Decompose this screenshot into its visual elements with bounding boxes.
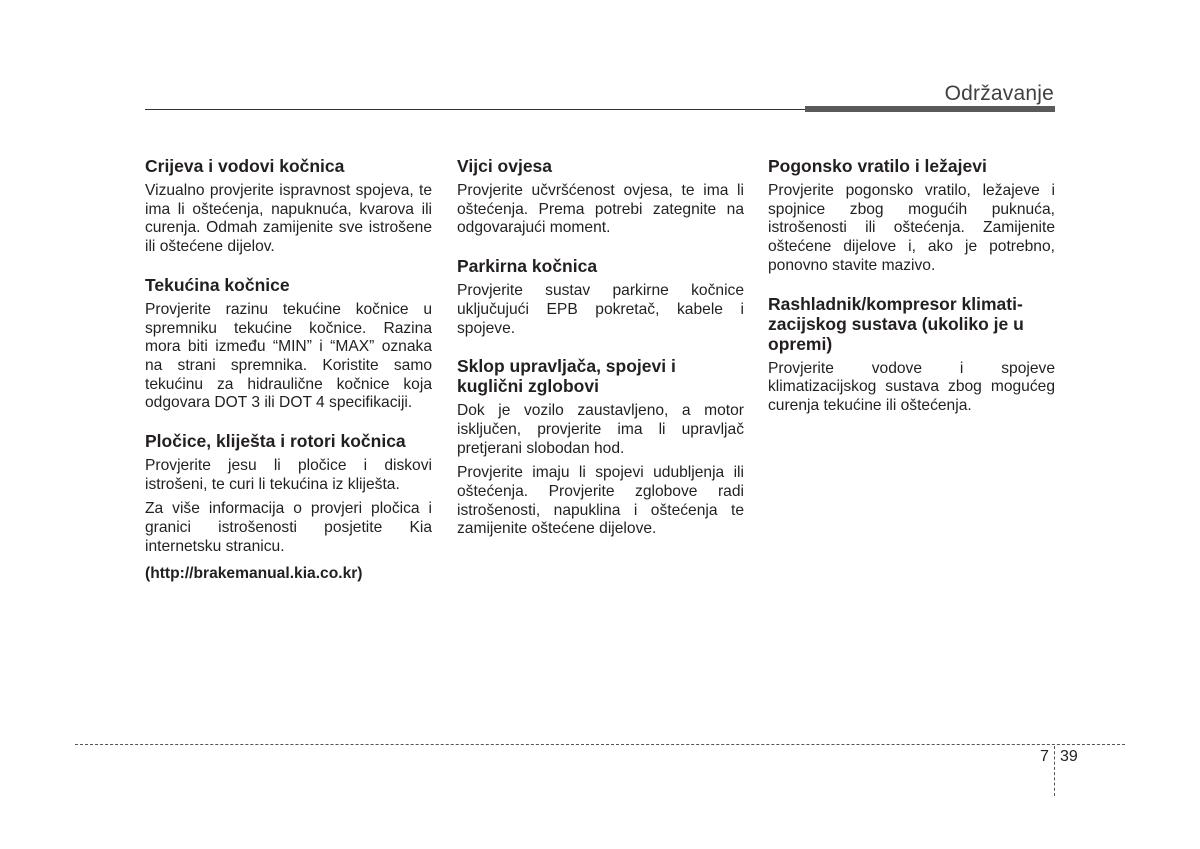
paragraph: Provjerite razinu tekućine kočnice u spremniku tekućine kočnice. Razina mora biti između “MIN” i “MAX” oznaka na strani spremnika. Koristite samo tekućinu za hidraulične kočnice koja odgovara DOT 3 ili DOT 4 specifikaciji. <box>145 300 432 412</box>
column-3 <box>768 156 1055 434</box>
section-title: Rashladnik/kompresor klimati-zacijskog sustava (ukoliko je u opremi) <box>768 293 1024 354</box>
section-brake-fluid <box>145 275 432 413</box>
section-ac-compressor <box>768 294 1055 416</box>
footer-rule <box>75 744 1125 745</box>
page-number: 39 <box>1060 748 1078 765</box>
column-2 <box>457 156 744 557</box>
section-title: Tekućina kočnice <box>145 274 290 295</box>
section-parking-brake <box>457 256 744 338</box>
section-suspension-bolts <box>457 156 744 238</box>
brake-manual-link: (http://brakemanual.kia.co.kr) <box>145 564 363 582</box>
section-brake-hoses <box>145 156 432 257</box>
paragraph: Provjerite imaju li spojevi udubljenja ili oštećenja. Provjerite zglobove radi istrošenosti, napuklina i oštećenja te zamijenite oštećene dijelove. <box>457 464 744 538</box>
page-number-divider <box>1054 746 1055 796</box>
section-brake-pads <box>145 431 432 583</box>
paragraph: Dok je vozilo zaustavljeno, a motor isključen, provjerite ima li upravljač pretjerani slobodan hod. <box>457 402 744 457</box>
paragraph: Provjerite vodove i spojeve klimatizacijskog sustava zbog mogućeg curenja tekućine ili oštećenja. <box>768 359 1055 414</box>
header-rule <box>145 109 805 110</box>
section-title: Sklop upravljača, spojevi i kuglični zglobovi <box>457 356 676 397</box>
paragraph: Provjerite pogonsko vratilo, ležajeve i spojnice zbog mogućih puknuća, istrošenosti ili oštećenja. Zamijenite oštećene dijelove i, ako je potrebno, ponovno stavite mazivo. <box>768 182 1055 274</box>
section-title: Vijci ovjesa <box>457 156 553 176</box>
paragraph: Provjerite sustav parkirne kočnice uključujući EPB pokretač, kabele i spojeve. <box>457 282 744 337</box>
section-steering <box>457 356 744 539</box>
paragraph: Vizualno provjerite ispravnost spojeva, te ima li oštećenja, napuknuća, kvarova ili curenja. Odmah zamijenite sve istrošene ili oštećene dijelov. <box>145 182 432 256</box>
column-1 <box>145 156 432 601</box>
page-section-title: Održavanje <box>944 82 1054 105</box>
paragraph: Za više informacija o provjeri pločica i granici istrošenosti posjetite Kia internetsku stranicu. <box>145 500 432 555</box>
section-title: Pogonsko vratilo i ležajevi <box>768 156 987 176</box>
paragraph: Provjerite učvršćenost ovjesa, te ima li oštećenja. Prema potrebi zategnite na odgovarajući moment. <box>457 182 744 237</box>
paragraph: Provjerite jesu li pločice i diskovi istrošeni, te curi li tekućina iz kliješta. <box>145 457 432 493</box>
section-title: Crijeva i vodovi kočnica <box>145 156 345 176</box>
section-drive-shaft <box>768 156 1055 276</box>
chapter-number: 7 <box>1040 748 1049 765</box>
section-title: Parkirna kočnica <box>457 256 598 277</box>
header-bar <box>805 106 1055 112</box>
section-title: Pločice, kliješta i rotori kočnica <box>145 431 406 452</box>
